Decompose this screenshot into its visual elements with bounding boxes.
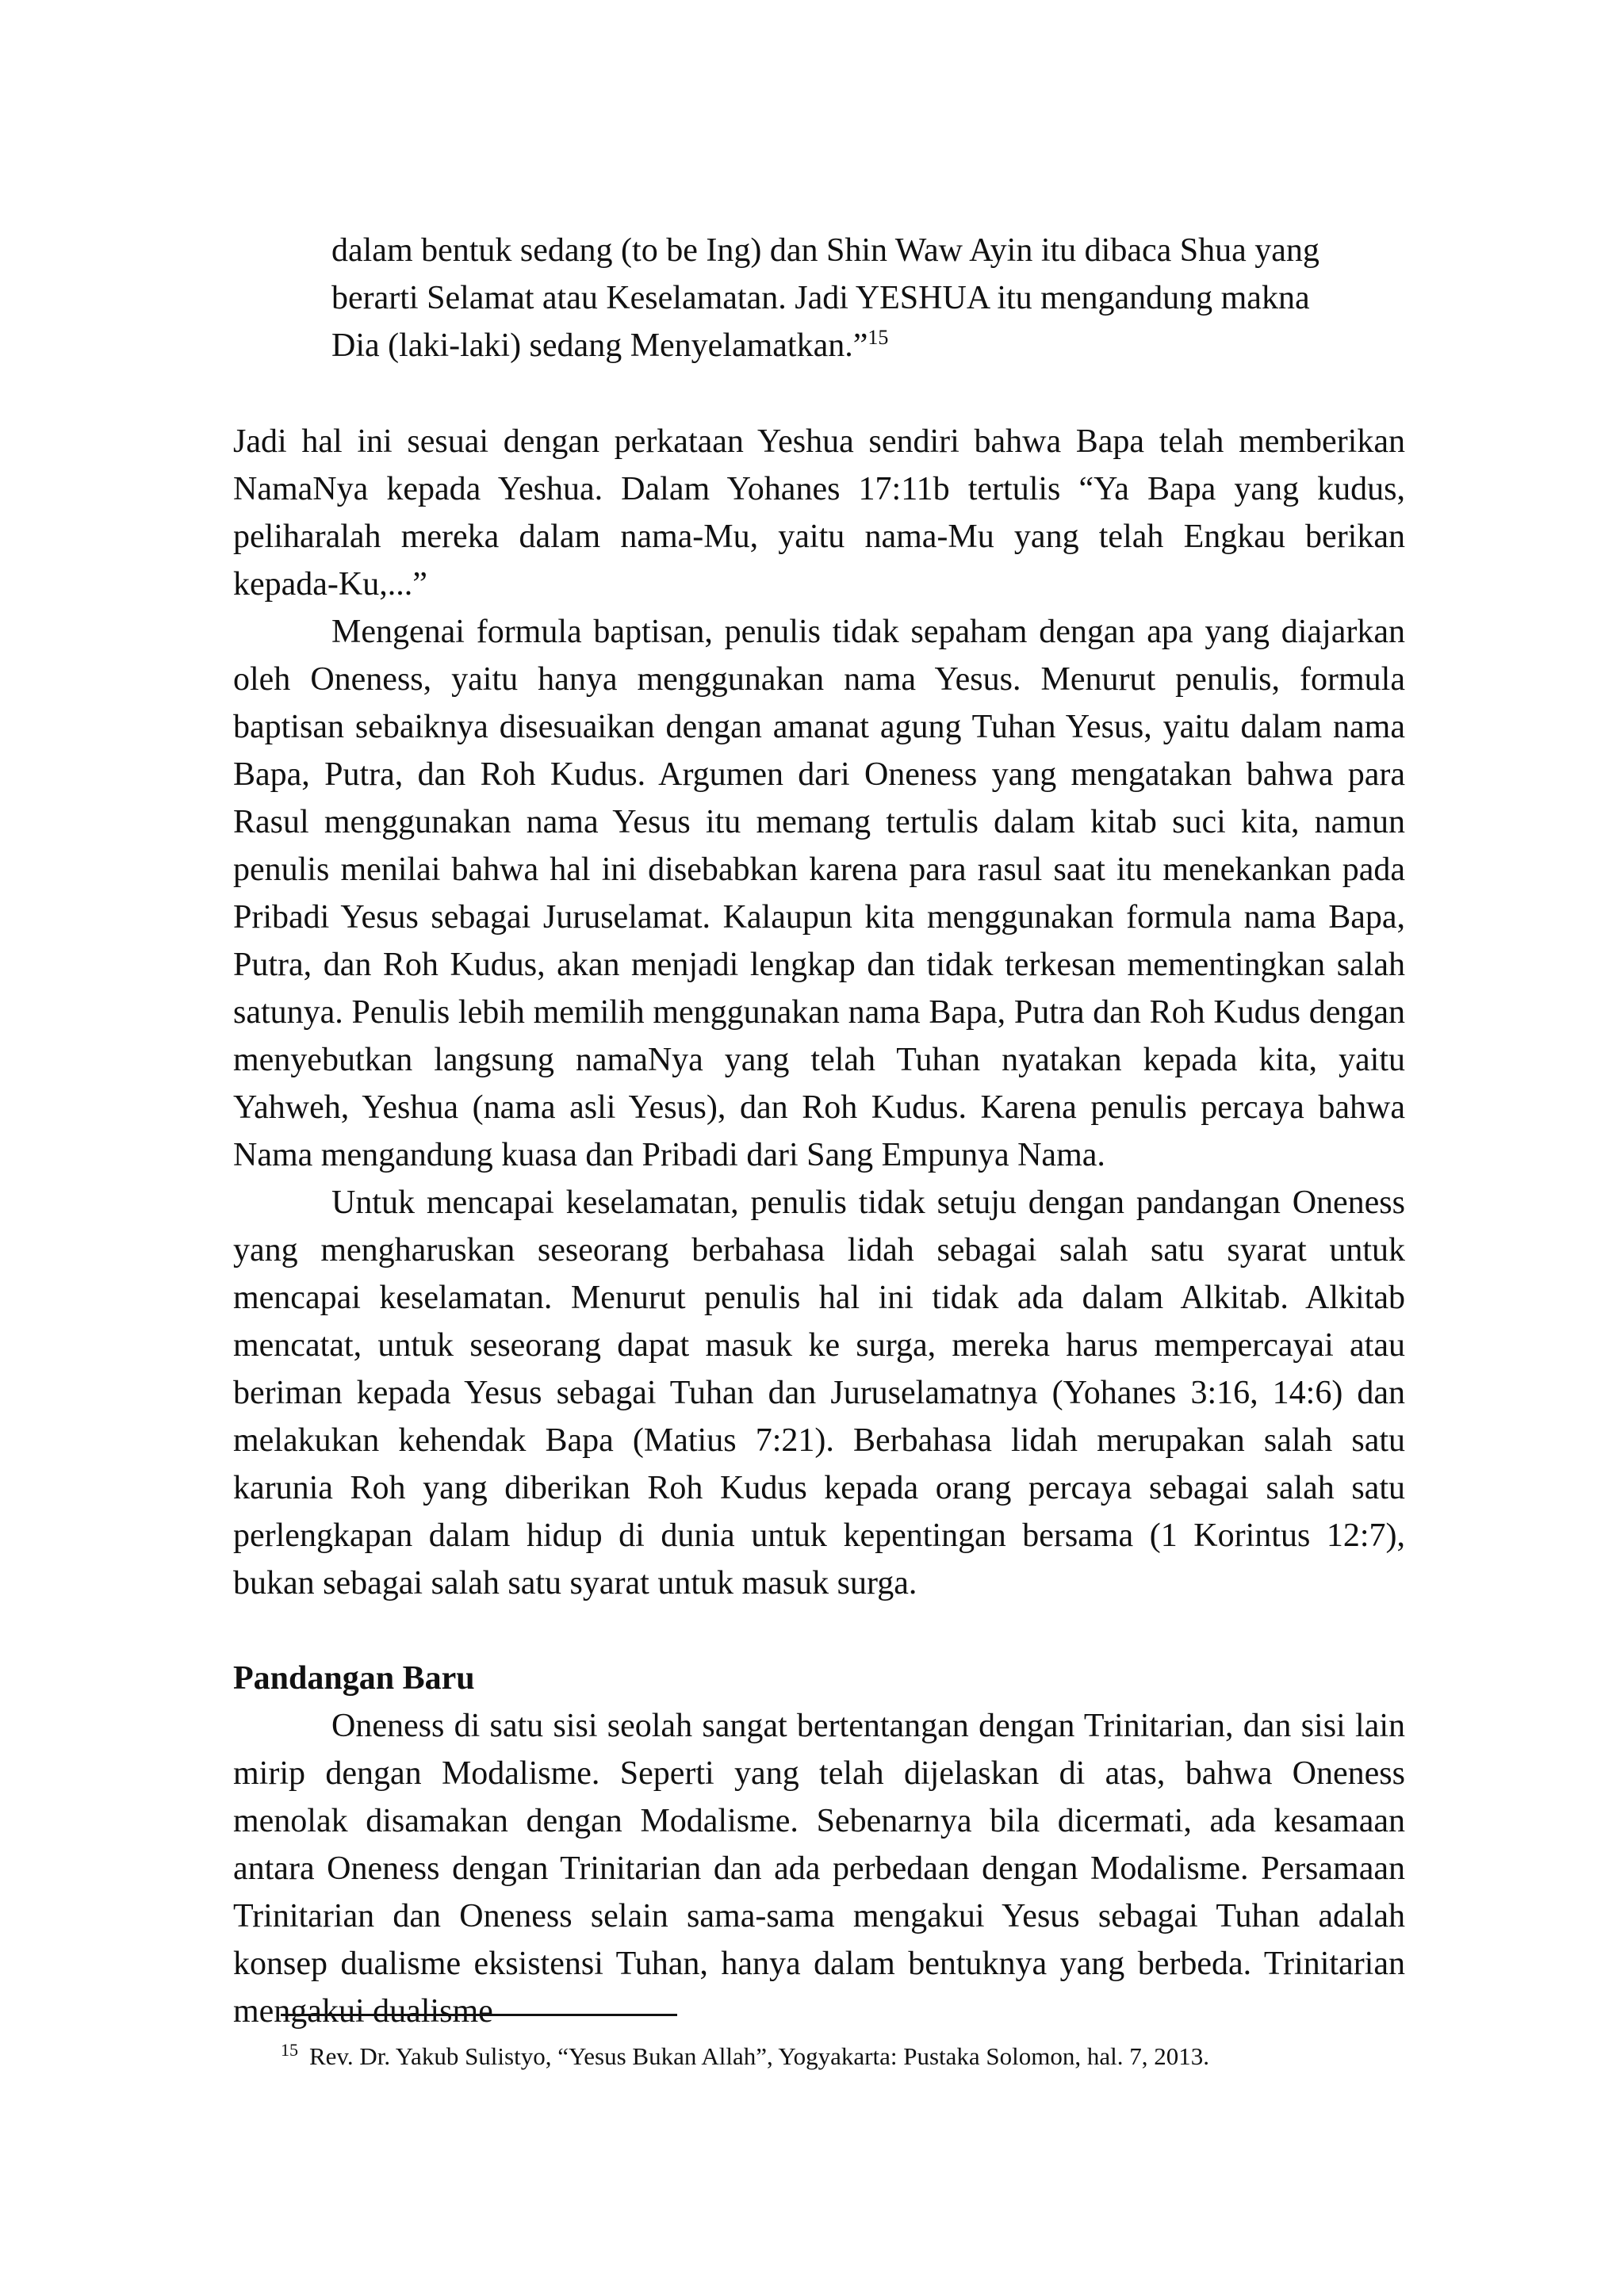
footnote bbox=[281, 2040, 1407, 2073]
quote-line-3-text: Dia (laki-laki) sedang Menyelamatkan.” bbox=[331, 327, 868, 364]
section-spacer bbox=[233, 1607, 1405, 1655]
body-text bbox=[233, 418, 1405, 2035]
quote-line-2: berarti Selamat atau Keselamatan. Jadi YESHUA itu mengandung makna bbox=[331, 280, 1310, 316]
quote-line-1: dalam bentuk sedang (to be Ing) dan Shin Waw Ayin itu dibaca Shua yang bbox=[331, 232, 1320, 269]
section-heading: Pandangan Baru bbox=[233, 1660, 475, 1697]
paragraph-3: Untuk mencapai keselamatan, penulis tidak setuju dengan pandangan Oneness yang mengharuskan seseorang berbahasa lidah sebagai salah satu syarat untuk mencapai keselamatan. Menurut penulis hal ini tidak ada dalam Alkitab. Alkitab mencatat, untuk seseorang dapat masuk ke surga, mereka harus mempercayai atau beriman kepada Yesus sebagai Tuhan dan Juruselamatnya (Yohanes 3:16, 14:6) dan melakukan kehendak Bapa (Matius 7:21). Berbahasa lidah merupakan salah satu karunia Roh yang diberikan Roh Kudus kepada orang percaya sebagai salah satu perlengkapan dalam hidup di dunia untuk kepentingan bersama (1 Korintus 12:7), bukan sebagai salah satu syarat untuk masuk surga. bbox=[233, 1184, 1405, 1601]
footnote-separator bbox=[281, 2014, 677, 2016]
footnote-text: Rev. Dr. Yakub Sulistyo, “Yesus Bukan Allah”, Yogyakarta: Pustaka Solomon, hal. 7, 2013. bbox=[309, 2042, 1209, 2070]
paragraph-1: Jadi hal ini sesuai dengan perkataan Yeshua sendiri bahwa Bapa telah memberikan NamaNya kepada Yeshua. Dalam Yohanes 17:11b tertulis “Ya Bapa yang kudus, peliharalah mereka dalam nama-Mu, yaitu nama-Mu yang telah Engkau berikan kepada-Ku,...” bbox=[233, 423, 1405, 603]
quote-line-3 bbox=[331, 322, 1394, 369]
footnote-reference[interactable]: 15 bbox=[868, 326, 889, 349]
footnote-number: 15 bbox=[281, 2039, 298, 2060]
paragraph-4: Oneness di satu sisi seolah sangat bertentangan dengan Trinitarian, dan sisi lain mirip dengan Modalisme. Seperti yang telah dijelaskan di atas, bahwa Oneness menolak disamakan dengan Modalisme. Sebenarnya bila dicermati, ada kesamaan antara Oneness dengan Trinitarian dan ada perbedaan dengan Modalisme. Persamaan Trinitarian dan Oneness selain sama-sama mengakui Yesus sebagai Tuhan adalah konsep dualisme eksistensi Tuhan, hanya dalam bentuknya yang berbeda. Trinitarian mengakui dualisme bbox=[233, 1708, 1405, 2030]
paragraph-2: Mengenai formula baptisan, penulis tidak sepaham dengan apa yang diajarkan oleh Oneness, yaitu hanya menggunakan nama Yesus. Menurut penulis, formula baptisan sebaiknya disesuaikan dengan amanat agung Tuhan Yesus, yaitu dalam nama Bapa, Putra, dan Roh Kudus. Argumen dari Oneness yang mengatakan bahwa para Rasul menggunakan nama Yesus itu memang tertulis dalam kitab suci kita, namun penulis menilai bahwa hal ini disebabkan karena para rasul saat itu menekankan pada Pribadi Yesus sebagai Juruselamat. Kalaupun kita menggunakan formula nama Bapa, Putra, dan Roh Kudus, akan menjadi lengkap dan tidak terkesan mementingkan salah satunya. Penulis lebih memilih menggunakan nama Bapa, Putra dan Roh Kudus dengan menyebutkan langsung namaNya yang telah Tuhan nyatakan kepada kita, yaitu Yahweh, Yeshua (nama asli Yesus), dan Roh Kudus. Karena penulis percaya bahwa Nama mengandung kuasa dan Pribadi dari Sang Empunya Nama. bbox=[233, 614, 1405, 1173]
block-quote bbox=[331, 227, 1394, 369]
